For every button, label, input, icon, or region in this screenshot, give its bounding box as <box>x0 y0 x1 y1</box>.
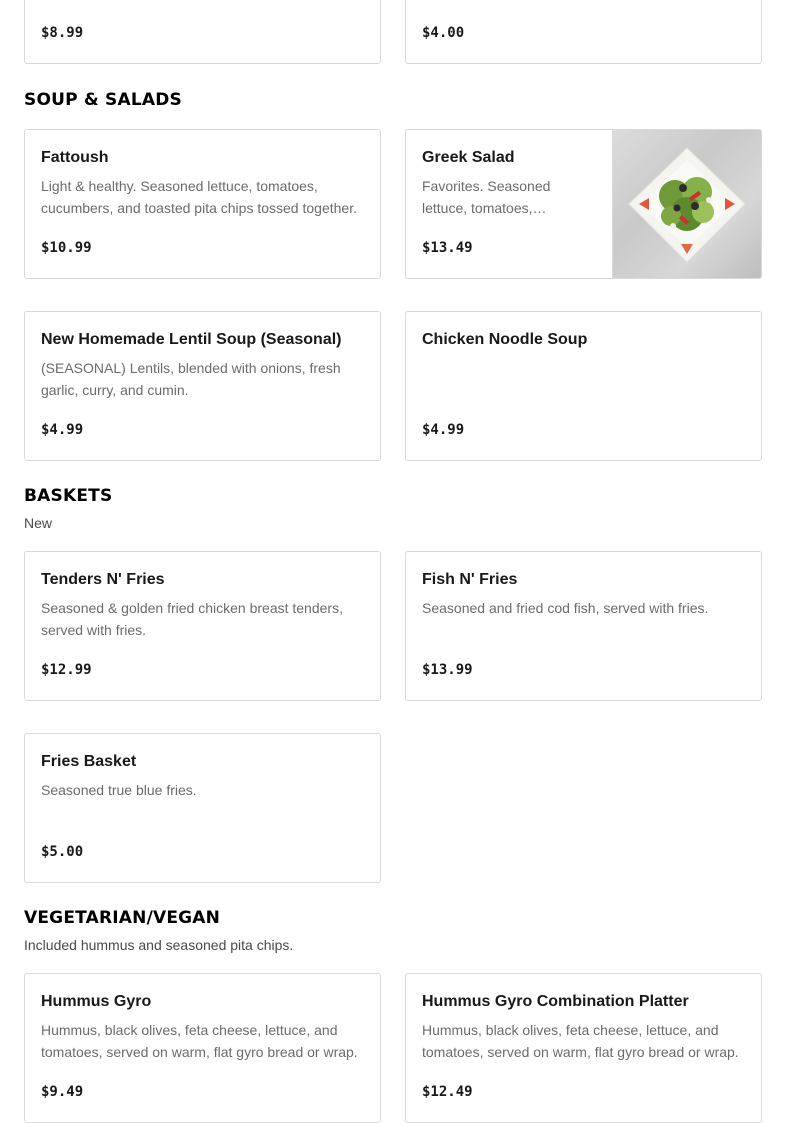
item-name: Hummus Gyro Combination Platter <box>422 993 689 1010</box>
section-subtitle: Included hummus and seasoned pita chips. <box>24 937 294 953</box>
item-description: Seasoned true blue fries. <box>41 782 197 798</box>
salad-image <box>613 130 761 278</box>
item-price: $4.99 <box>41 422 84 438</box>
menu-item-card[interactable] <box>24 973 381 1123</box>
item-description: (SEASONAL) Lentils, blended with onions, fresh garlic, curry, and cumin. <box>41 360 341 398</box>
item-description: Hummus, black olives, feta cheese, lettuce, and tomatoes, served on warm, flat gyro bread or wrap. <box>41 1022 358 1060</box>
item-price: $5.00 <box>41 844 84 860</box>
item-price: $12.49 <box>422 1084 473 1100</box>
section-title-soup-salads: SOUP & SALADS <box>24 90 182 110</box>
menu-item-card[interactable] <box>405 551 762 701</box>
item-price: $8.99 <box>41 25 84 41</box>
item-price: $9.49 <box>41 1084 84 1100</box>
item-price: $13.99 <box>422 662 473 678</box>
item-name: Hummus Gyro <box>41 993 152 1010</box>
menu-item-card[interactable] <box>24 311 381 461</box>
menu-item-card[interactable] <box>405 129 762 279</box>
item-price: $10.99 <box>41 240 92 256</box>
item-name: Fattoush <box>41 149 109 166</box>
item-name: New Homemade Lentil Soup (Seasonal) <box>41 331 342 348</box>
item-description: Favorites. Seasoned lettuce, tomatoes, <box>422 178 551 216</box>
section-title-baskets: BASKETS <box>24 486 113 506</box>
item-name: Fish N' Fries <box>422 571 518 588</box>
item-description: Hummus, black olives, feta cheese, lettuce, and tomatoes, served on warm, flat gyro bread or wrap. <box>422 1022 739 1060</box>
item-description: Seasoned and fried cod fish, served with fries. <box>422 600 709 616</box>
section-subtitle: New <box>24 515 53 531</box>
menu-item-card[interactable] <box>405 0 762 64</box>
item-price: $13.49 <box>422 240 473 256</box>
item-name: Fries Basket <box>41 753 137 770</box>
item-price: $12.99 <box>41 662 92 678</box>
menu-item-card[interactable] <box>24 0 381 64</box>
item-description: Light & healthy. Seasoned lettuce, tomatoes, cucumbers, and toasted pita chips tossed together. <box>41 178 357 216</box>
item-description: Seasoned & golden fried chicken breast tenders, served with fries. <box>41 600 343 638</box>
menu-item-card[interactable] <box>24 129 381 279</box>
item-name: Chicken Noodle Soup <box>422 331 588 348</box>
menu-item-card[interactable] <box>24 733 381 883</box>
item-price: $4.00 <box>422 25 465 41</box>
item-price: $4.99 <box>422 422 465 438</box>
menu-item-card[interactable] <box>24 551 381 701</box>
menu-item-card[interactable] <box>405 311 762 461</box>
item-name: Greek Salad <box>422 149 515 166</box>
section-title-vegetarian-vegan: VEGETARIAN/VEGAN <box>24 908 221 928</box>
item-name: Tenders N' Fries <box>41 571 165 588</box>
salad-photo <box>612 130 761 278</box>
menu-item-card[interactable] <box>405 973 762 1123</box>
